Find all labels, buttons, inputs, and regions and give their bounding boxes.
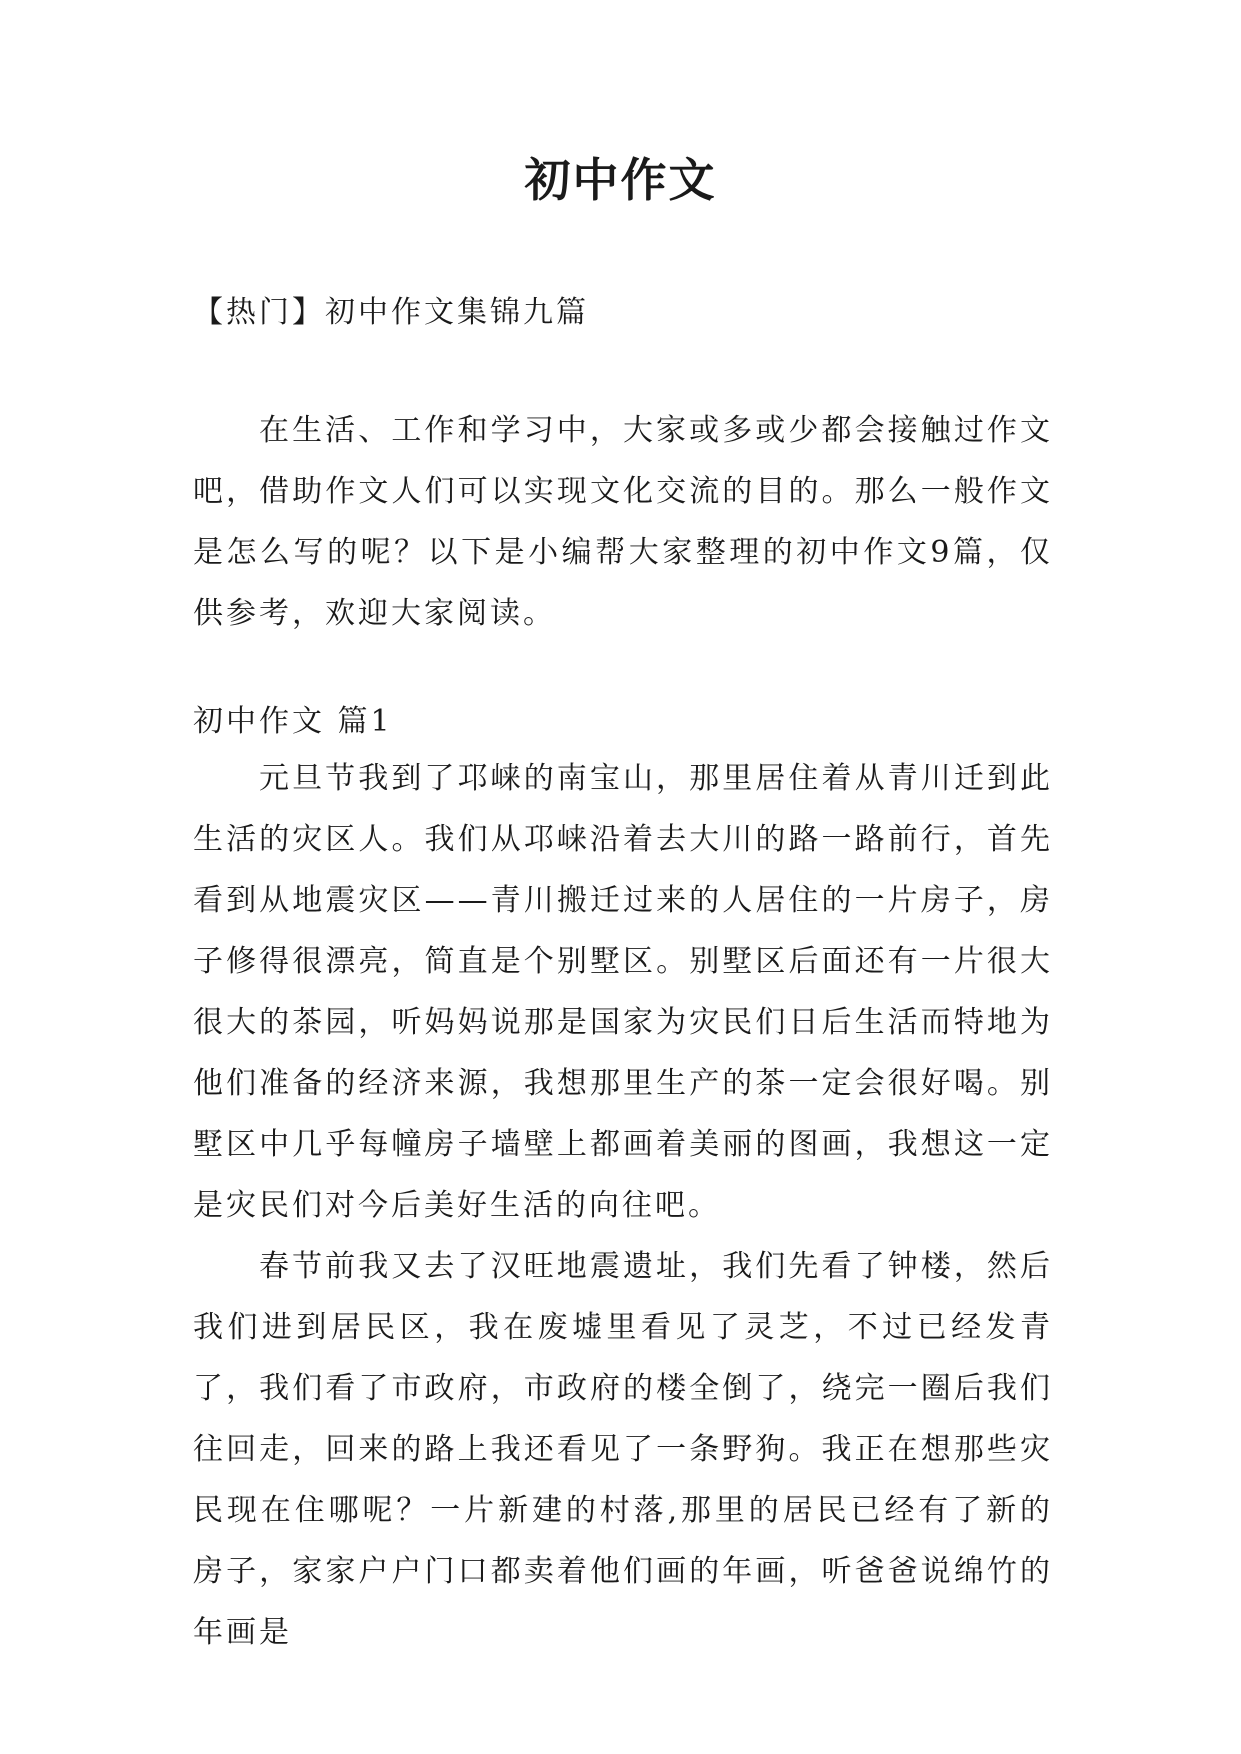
intro-section <box>193 400 1053 644</box>
intro-paragraph: 在生活、工作和学习中，大家或多或少都会接触过作文吧，借助作文人们可以实现文化交流的目的。那么一般作文是怎么写的呢？以下是小编帮大家整理的初中作文9篇，仅供参考，欢迎大家阅读。 <box>193 413 1053 631</box>
essay-paragraph: 春节前我又去了汉旺地震遗址，我们先看了钟楼，然后我们进到居民区，我在废墟里看见了灵芝，不过已经发青了，我们看了市政府，市政府的楼全倒了，绕完一圈后我们往回走，回来的路上我还看见了一条野狗。我正在想那些灾民现在住哪呢？一片新建的村落,那里的居民已经有了新的房子，家家户户门口都卖着他们画的年画，听爸爸说绵竹的年画是 <box>193 1249 1053 1650</box>
essay-body <box>193 748 1053 1663</box>
document-title: 初中作文 <box>524 153 717 207</box>
section-heading: 初中作文 篇1 <box>193 704 393 739</box>
document-subtitle: 【热门】初中作文集锦九篇 <box>193 295 589 330</box>
essay-paragraph: 元旦节我到了邛崃的南宝山，那里居住着从青川迁到此生活的灾区人。我们从邛崃沿着去大川的路一路前行，首先看到从地震灾区——青川搬迁过来的人居住的一片房子，房子修得很漂亮，简直是个别墅区。别墅区后面还有一片很大很大的茶园，听妈妈说那是国家为灾民们日后生活而特地为他们准备的经济来源，我想那里生产的茶一定会很好喝。别墅区中几乎每幢房子墙壁上都画着美丽的图画，我想这一定是灾民们对今后美好生活的向往吧。 <box>193 761 1053 1223</box>
